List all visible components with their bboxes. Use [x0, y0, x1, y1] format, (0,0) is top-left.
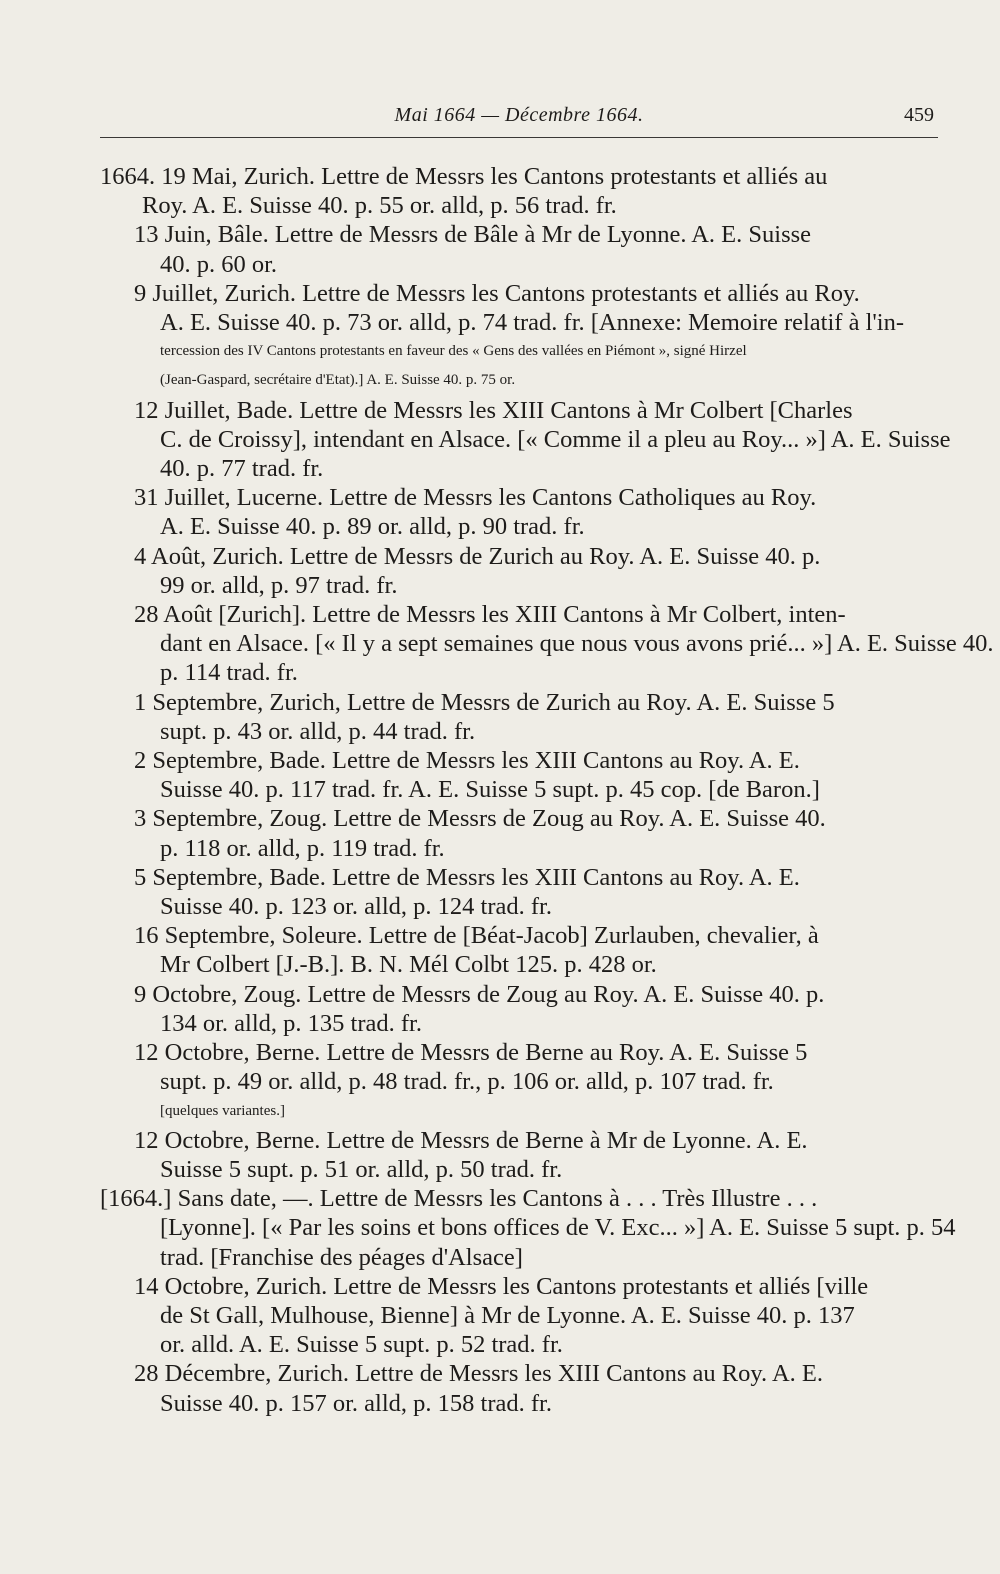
entry-citation-line: 99 or. alld, p. 97 trad. fr.	[160, 571, 398, 599]
page-header	[100, 100, 938, 140]
entry-citation-line: Suisse 40. p. 117 trad. fr. A. E. Suisse 5 supt. p. 45 cop. [de Baron.]	[160, 776, 820, 804]
entry-citation-line: A. E. Suisse 40. p. 73 or. alld, p. 74 trad. fr. [Annexe: Memoire relatif à l'in-	[160, 309, 905, 337]
entry-citation-line: (Jean-Gaspard, secrétaire d'Etat).] A. E. Suisse 40. p. 75 or.	[160, 372, 516, 389]
entry-heading-line: 3 Septembre, Zoug. Lettre de Messrs de Zoug au Roy. A. E. Suisse 40.	[134, 805, 826, 833]
list-item	[100, 921, 938, 979]
entry-citation-line: Suisse 40. p. 123 or. alld, p. 124 trad. fr.	[160, 893, 552, 921]
entry-heading-line: 9 Juillet, Zurich. Lettre de Messrs les Cantons protestants et alliés au Roy.	[134, 279, 860, 307]
list-item	[100, 863, 938, 921]
entry-heading-line: 4 Août, Zurich. Lettre de Messrs de Zurich au Roy. A. E. Suisse 40. p.	[134, 542, 821, 570]
entry-heading-line: 16 Septembre, Soleure. Lettre de [Béat-Jacob] Zurlauben, chevalier, à	[134, 922, 819, 950]
entry-heading-line: 12 Octobre, Berne. Lettre de Messrs de Berne au Roy. A. E. Suisse 5	[134, 1039, 808, 1067]
entry-citation-line: 134 or. alld, p. 135 trad. fr.	[160, 1009, 422, 1037]
entry-heading-line: 28 Décembre, Zurich. Lettre de Messrs les XIII Cantons au Roy. A. E.	[134, 1360, 823, 1388]
entry-citation-line: p. 118 or. alld, p. 119 trad. fr.	[160, 834, 445, 862]
entry-citation-line: Suisse 5 supt. p. 51 or. alld, p. 50 trad. fr.	[160, 1155, 563, 1183]
entry-heading-line: 12 Juillet, Bade. Lettre de Messrs les XIII Cantons à Mr Colbert [Charles	[134, 396, 853, 424]
list-item	[100, 279, 938, 396]
list-item	[100, 483, 938, 541]
list-item	[100, 542, 938, 600]
entry-heading-line: 5 Septembre, Bade. Lettre de Messrs les XIII Cantons au Roy. A. E.	[134, 863, 800, 891]
entry-citation-line: [quelques variantes.]	[160, 1102, 285, 1119]
list-item	[100, 1272, 938, 1360]
entry-heading-line: 1 Septembre, Zurich, Lettre de Messrs de Zurich au Roy. A. E. Suisse 5	[134, 688, 835, 716]
list-item	[100, 1359, 938, 1417]
list-item	[100, 1126, 938, 1184]
entry-heading-line: 13 Juin, Bâle. Lettre de Messrs de Bâle à Mr de Lyonne. A. E. Suisse	[134, 221, 812, 249]
entry-citation-line: Suisse 40. p. 157 or. alld, p. 158 trad. fr.	[160, 1389, 552, 1417]
entry-heading-line: 9 Octobre, Zoug. Lettre de Messrs de Zoug au Roy. A. E. Suisse 40. p.	[134, 980, 825, 1008]
list-item	[100, 688, 938, 746]
entry-citation-line: supt. p. 49 or. alld, p. 48 trad. fr., p. 106 or. alld, p. 107 trad. fr.	[160, 1068, 774, 1096]
list-item	[100, 162, 938, 220]
entry-heading-line: 1664. 19 Mai, Zurich. Lettre de Messrs les Cantons protestants et alliés au	[100, 163, 828, 190]
list-item	[100, 1038, 938, 1126]
list-item	[100, 600, 994, 688]
entry-list	[100, 162, 994, 1418]
entry-citation-line: p. 114 trad. fr.	[160, 659, 298, 687]
entry-citation-line: tercession des IV Cantons protestants en faveur des « Gens des vallées en Piémont », signé Hirzel	[160, 343, 747, 360]
entry-citation-line: A. E. Suisse 40. p. 89 or. alld, p. 90 trad. fr.	[160, 513, 585, 541]
entry-heading-line: 2 Septembre, Bade. Lettre de Messrs les XIII Cantons au Roy. A. E.	[134, 747, 800, 775]
entry-citation-line: Roy. A. E. Suisse 40. p. 55 or. alld, p. 56 trad. fr.	[142, 192, 617, 220]
entry-citation-line: dant en Alsace. [« Il y a sept semaines que nous vous avons prié... »] A. E. Suisse 40.	[160, 630, 994, 658]
entry-citation-line: trad. [Franchise des péages d'Alsace]	[160, 1243, 523, 1271]
entry-citation-line: Mr Colbert [J.-B.]. B. N. Mél Colbt 125. p. 428 or.	[160, 951, 657, 979]
header-rule	[100, 137, 938, 138]
entry-citation-line: [Lyonne]. [« Par les soins et bons offices de V. Exc... »] A. E. Suisse 5 supt. p. 54	[160, 1214, 956, 1242]
list-item	[100, 396, 951, 484]
entry-heading-line: 12 Octobre, Berne. Lettre de Messrs de Berne à Mr de Lyonne. A. E.	[134, 1126, 808, 1154]
entry-citation-line: de St Gall, Mulhouse, Bienne] à Mr de Lyonne. A. E. Suisse 40. p. 137	[160, 1301, 855, 1329]
list-item	[100, 980, 938, 1038]
entry-heading-line: 31 Juillet, Lucerne. Lettre de Messrs les Cantons Catholiques au Roy.	[134, 484, 817, 512]
page-number: 459	[904, 104, 934, 126]
list-item	[100, 746, 938, 804]
entry-heading-line: 14 Octobre, Zurich. Lettre de Messrs les Cantons protestants et alliés [ville	[134, 1272, 869, 1300]
entry-heading-line: 28 Août [Zurich]. Lettre de Messrs les XIII Cantons à Mr Colbert, inten-	[134, 601, 846, 629]
running-title: Mai 1664 — Décembre 1664.	[394, 104, 644, 126]
entry-citation-line: C. de Croissy], intendant en Alsace. [« Comme il a pleu au Roy... »] A. E. Suisse	[160, 425, 951, 453]
entry-heading-line: [1664.] Sans date, —. Lettre de Messrs les Cantons à . . . Très Illustre . . .	[100, 1185, 818, 1213]
entry-citation-line: or. alld. A. E. Suisse 5 supt. p. 52 trad. fr.	[160, 1331, 563, 1359]
list-item	[100, 804, 938, 862]
entry-citation-line: 40. p. 77 trad. fr.	[160, 455, 324, 483]
entry-citation-line: supt. p. 43 or. alld, p. 44 trad. fr.	[160, 717, 476, 745]
list-item	[100, 1184, 956, 1272]
entry-citation-line: 40. p. 60 or.	[160, 250, 278, 278]
list-item	[100, 220, 938, 278]
